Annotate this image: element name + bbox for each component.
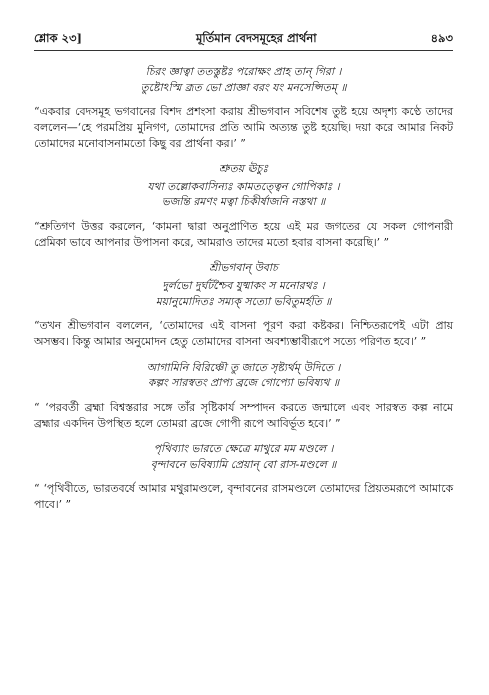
page-header [34, 30, 453, 47]
verse-line: কল্পং সারস্বতং প্রাপ্য ব্রজে গোপ্যো ভবিষ্যথ ॥ [147, 376, 340, 390]
translation-paragraph: “একবার বেদসমূহ ভগবানের বিশদ প্রশংসা করায় শ্রীভগবান সবিশেষ তুষ্ট হয়ে অদৃশ্য কণ্ঠে তাদের বললেন—‘হে পরমপ্রিয় মুনিগণ, তোমাদের প্রতি আমি অত্যন্ত তুষ্ট হয়েছি। দয়া করে আমার নিকট তোমাদের মনোবাসনামতো কিছু বর প্রার্থনা কর।’ ” [34, 105, 453, 150]
sanskrit-verse [34, 64, 453, 95]
verse-line: ময়ানুমোদিতঃ সম্যক্‌ সত্যো ভবিতুমর্হতি ॥ [155, 294, 332, 308]
page-body [34, 64, 453, 523]
verse-line: যথা তল্লোকবাসিন্যঃ কামতত্ত্বেন গোপিকাঃ । [147, 179, 340, 193]
verse-line: চিরং জ্ঞাত্বা ততস্তুষ্টঃ পরোক্ষং প্রাহ তান্‌ গিরা । [145, 65, 342, 78]
translation-paragraph: “ ‘পৃথিবীতে, ভারতবর্ষে আমার মথুরামণ্ডলে, বৃন্দাবনের রাসমণ্ডলে তোমাদের প্রিয়তমরূপে আমাকে পাবে।’ ” [34, 482, 453, 512]
speaker-heading: শ্রুতয় ঊচুঃ [218, 162, 269, 176]
header-chapter-title: মূর্তিমান বেদসমূহের প্রার্থনা [196, 31, 317, 45]
speaker-heading: শ্রীভগবান্‌ উবাচ [209, 261, 278, 275]
sanskrit-verse [34, 441, 453, 472]
translation-paragraph: “তখন শ্রীভগবান বললেন, ‘তোমাদের এই বাসনা পূরণ করা কষ্টকর। নিশ্চিতরূপেই এটা প্রায় অসম্ভব। কিন্তু আমার অনুমোদন হেতু তোমাদের বাসনা অবশ্যম্ভাবীরূপে সত্যে পরিণত হবে।’ ” [34, 319, 453, 348]
verse-line: পৃথিব্যাং ভারতে ক্ষেত্রে মাথুরে মম মণ্ডলে । [153, 442, 334, 456]
header-rule [34, 50, 453, 51]
verse-line: ভজন্তি রমণং মত্বা চিকীর্ষাজনি নস্তথা ॥ [161, 195, 326, 209]
verse-line: আগামিনি বিরিঞ্চৌ তু জাতে সৃষ্ট্যর্থম্‌ উদিতে । [146, 360, 341, 374]
verse-line: তুষ্টোঽস্মি ব্রূত ভো প্রাজ্ঞা বরং যং মনসেপ্সিতম্‌ ॥ [140, 80, 347, 94]
sanskrit-verse [34, 179, 453, 210]
sanskrit-verse [34, 360, 453, 391]
sanskrit-verse [34, 278, 453, 309]
verse-line: বৃন্দাবনে ভবিষ্যামি প্রেয়ান্‌ বো রাস-মণ্ডলে ॥ [150, 457, 337, 471]
translation-paragraph: “শ্রুতিগণ উত্তর করলেন, ‘কামনা দ্বারা অনুপ্রাণিত হয়ে এই মর জগতের যে সকল গোপনারী প্রেমিকা ভাবে আপনার উপাসনা করে, আমরাও তাদের মতো হবার বাসনা করেছি।’ ” [34, 220, 453, 249]
verse-line: দুর্লভো দুর্ঘটশ্চৈব যুষ্মাকং স মনোরথঃ । [162, 279, 325, 293]
header-page-number: ৪৯৩ [430, 31, 453, 45]
header-verse-ref: শ্লোক ২৩] [34, 31, 82, 45]
translation-paragraph: “ ‘পরবর্তী ব্রহ্মা বিশ্বস্তরার সঙ্গে তাঁর সৃষ্টিকার্য সম্পাদন করতে জন্মালে এবং সারস্বত কল্প নামে ব্রহ্মার একদিন উপস্থিত হলে তোমরা ব্রজে গোপী রূপে আবির্ভূত হবে।’ ” [34, 400, 453, 430]
